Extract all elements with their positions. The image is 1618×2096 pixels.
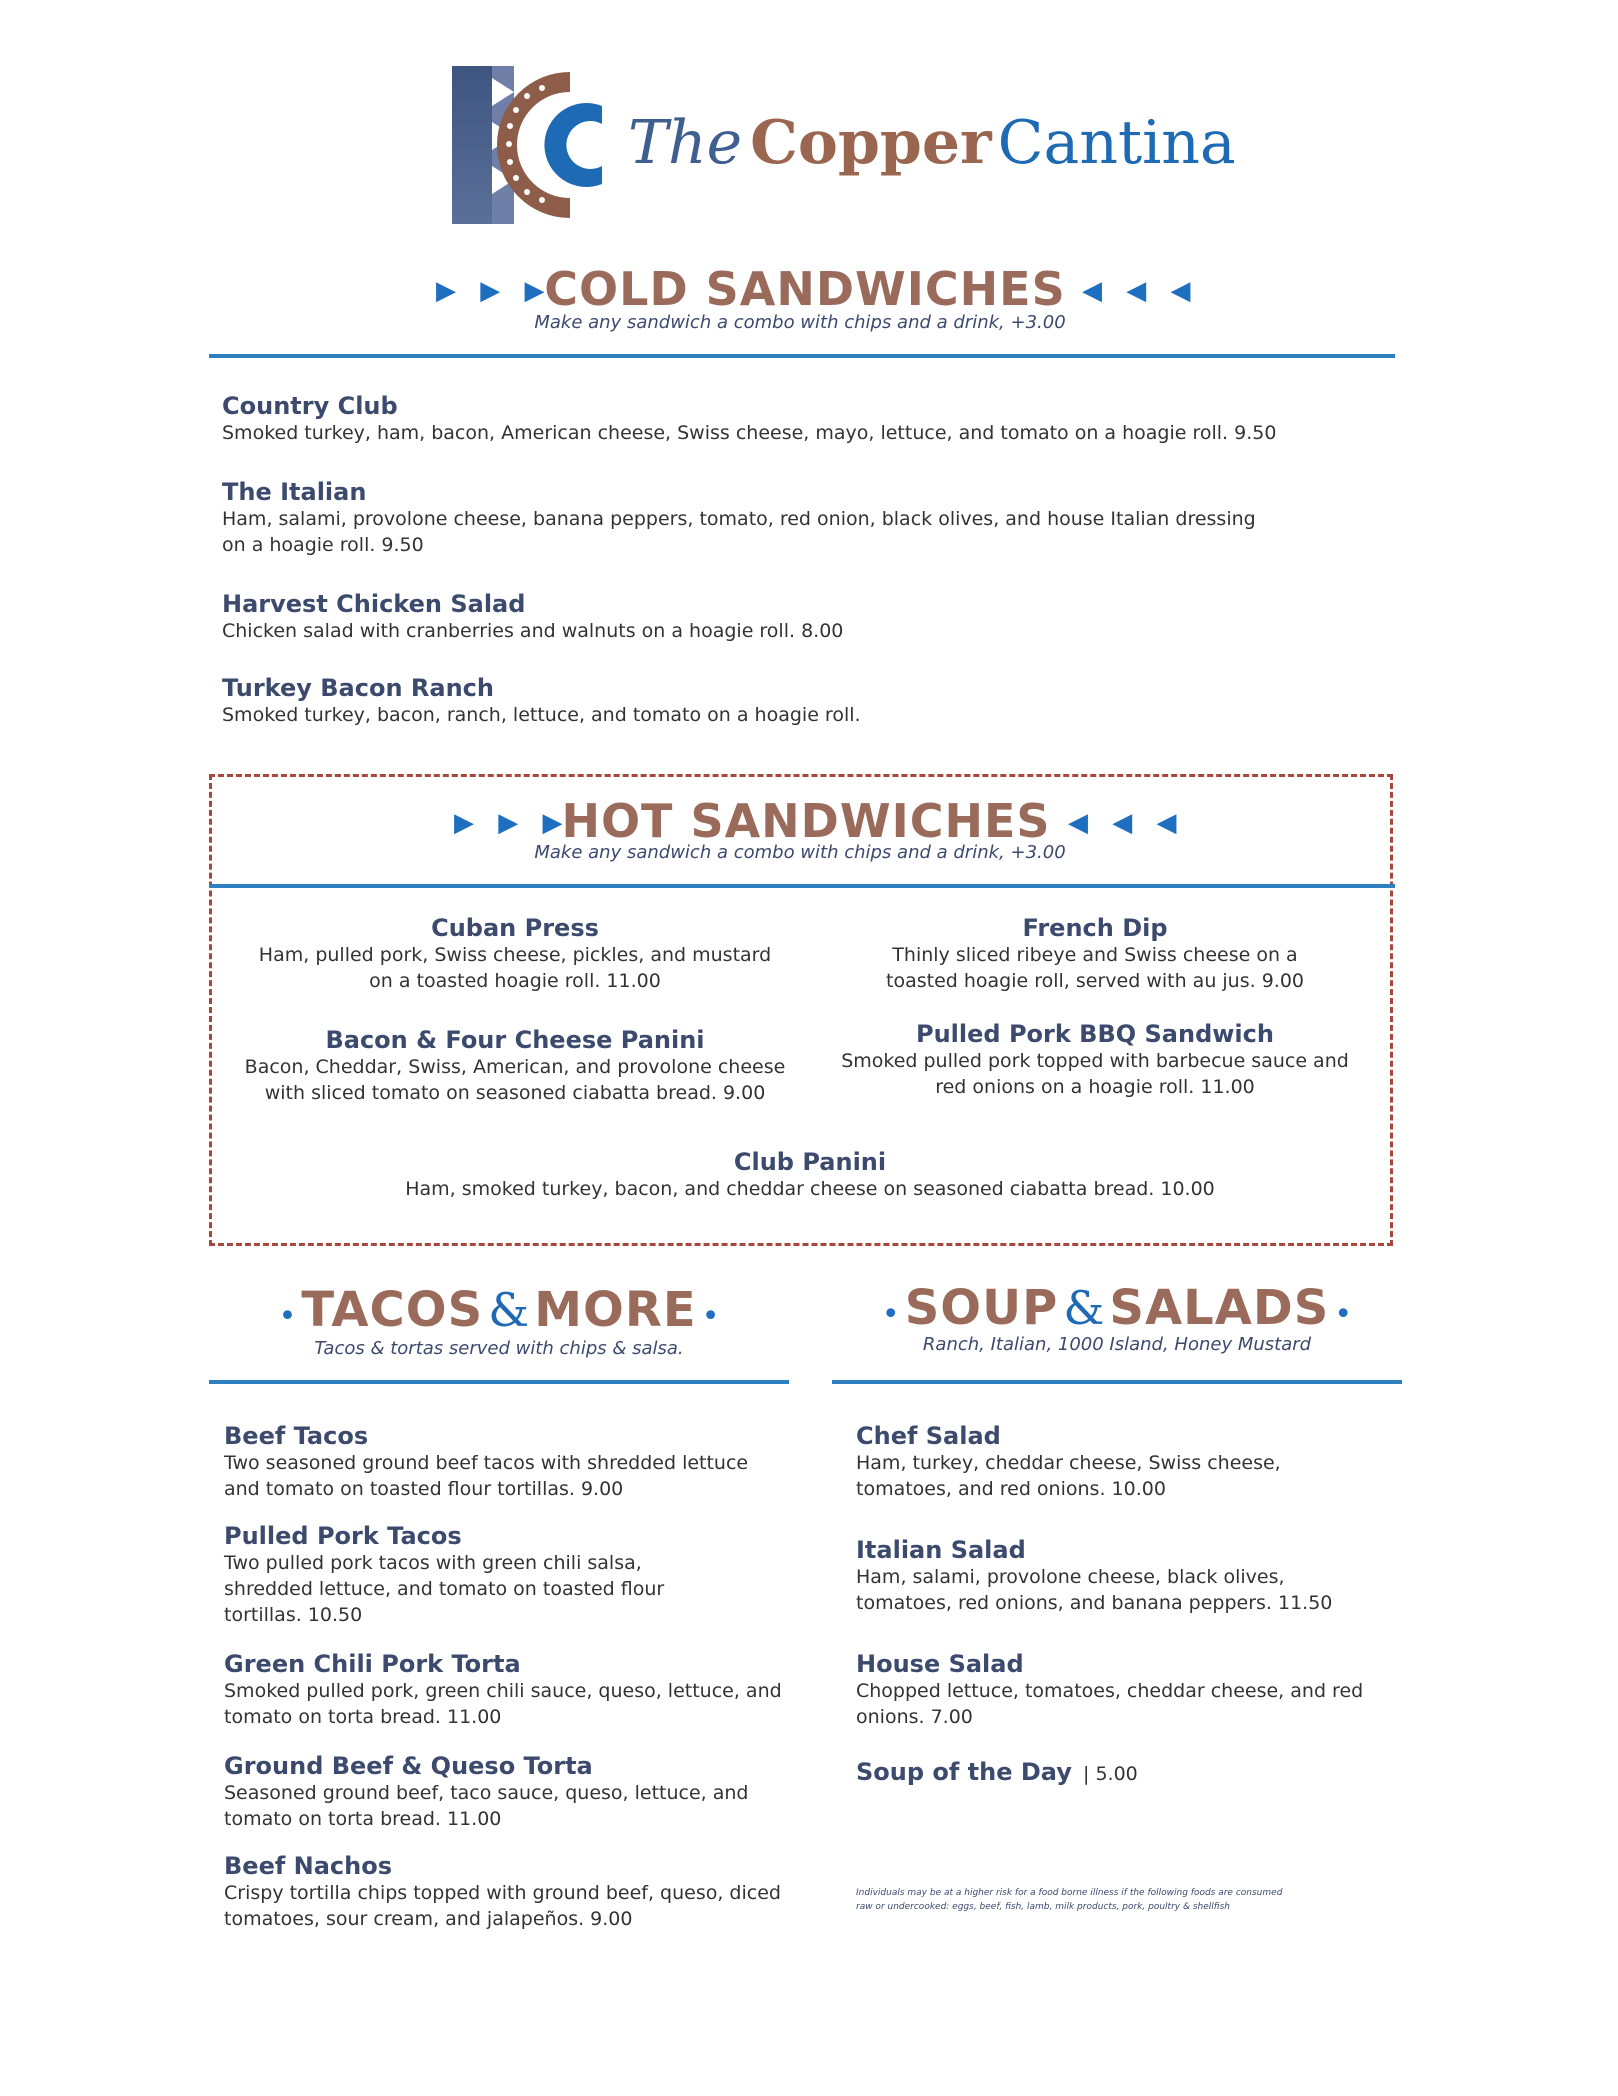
soup-section-subtitle: Ranch, Italian, 1000 Island, Honey Mustard — [922, 1334, 1312, 1355]
food-safety-disclaimer — [856, 1886, 1356, 1914]
soup-title-word: SOUP — [904, 1280, 1059, 1336]
item-description: Thinly sliced ribeye and Swiss cheese on a toasted hoagie roll, served with au jus. 9.00 — [886, 944, 1304, 992]
list-item — [820, 914, 1370, 994]
logo-wordmark — [628, 108, 1236, 178]
list-item — [856, 1650, 1396, 1758]
bullet-icon: • — [881, 1297, 900, 1332]
soup-section-title — [832, 1280, 1402, 1336]
item-description: Smoked turkey, bacon, ranch, lettuce, and tomato on a hoagie roll. — [222, 704, 861, 726]
item-name: Ground Beef & Queso Torta — [224, 1752, 593, 1780]
item-name: Soup of the Day — [856, 1758, 1072, 1786]
triangles-right-icon: ▶ ▶ ▶ — [454, 808, 571, 838]
tacos-title-amp: & — [488, 1283, 530, 1337]
item-description: Two pulled pork tacos with green chili salsa, shredded lettuce, and tomato on toasted flour tortillas. 10.50 — [224, 1552, 665, 1626]
logo-word-copper: Copper — [750, 108, 992, 178]
list-item — [240, 1026, 790, 1106]
item-name: Beef Nachos — [224, 1852, 393, 1880]
item-name: The Italian — [222, 478, 367, 506]
logo-word-the: The — [628, 108, 743, 178]
item-name: Country Club — [222, 392, 398, 420]
disclaimer-line: raw or undercooked: eggs, beef, fish, lamb, milk products, pork, poultry & shellfish — [856, 1902, 1230, 1912]
tacos-title-word: MORE — [534, 1282, 697, 1338]
item-name: Chef Salad — [856, 1422, 1001, 1450]
hot-section-title: HOT SANDWICHES — [561, 794, 1051, 848]
list-item — [222, 590, 1322, 674]
list-item — [856, 1422, 1396, 1536]
cold-item-list — [222, 392, 1322, 728]
item-description: Crispy tortilla chips topped with ground beef, queso, diced tomatoes, sour cream, and jalapeños. 9.00 — [224, 1882, 781, 1930]
soup-item-list — [856, 1422, 1396, 1787]
cold-divider — [209, 354, 1395, 358]
tacos-divider — [209, 1380, 789, 1384]
bullet-icon: • — [278, 1299, 297, 1334]
item-description: Bacon, Cheddar, Swiss, American, and provolone cheese with sliced tomato on seasoned ciabatta bread. 9.00 — [244, 1056, 786, 1104]
list-item — [224, 1650, 794, 1752]
list-item — [224, 1852, 794, 1932]
list-item — [222, 478, 1322, 590]
bullet-icon: • — [1334, 1297, 1353, 1332]
item-description: Smoked pulled pork topped with barbecue sauce and red onions on a hoagie roll. 11.00 — [841, 1050, 1349, 1098]
item-name: Pulled Pork Tacos — [224, 1522, 462, 1550]
item-name: Green Chili Pork Torta — [224, 1650, 521, 1678]
item-description: Ham, salami, provolone cheese, banana peppers, tomato, red onion, black olives, and house Italian dressing on a hoagie roll. 9.50 — [222, 508, 1256, 556]
list-item — [224, 1522, 794, 1650]
tacos-section-subtitle: Tacos & tortas served with chips & salsa. — [314, 1338, 684, 1359]
item-description: Chicken salad with cranberries and walnuts on a hoagie roll. 8.00 — [222, 620, 844, 642]
list-item — [240, 914, 790, 994]
tacos-item-list — [224, 1422, 794, 1932]
item-description: Chopped lettuce, tomatoes, cheddar cheese, and red onions. 7.00 — [856, 1680, 1364, 1728]
item-name: Bacon & Four Cheese Panini — [325, 1026, 705, 1054]
list-item — [222, 392, 1322, 478]
item-name: Turkey Bacon Ranch — [222, 674, 494, 702]
logo-word-cantina: Cantina — [997, 108, 1236, 178]
hot-divider — [209, 884, 1395, 888]
soup-title-word: SALADS — [1109, 1280, 1330, 1336]
item-name: House Salad — [856, 1650, 1024, 1678]
list-item — [222, 674, 1322, 728]
item-name: Harvest Chicken Salad — [222, 590, 526, 618]
cold-section-subtitle: Make any sandwich a combo with chips and a drink, +3.00 — [534, 312, 1066, 333]
item-description: Ham, smoked turkey, bacon, and cheddar cheese on seasoned ciabatta bread. 10.00 — [405, 1178, 1215, 1200]
item-description: Smoked turkey, ham, bacon, American cheese, Swiss cheese, mayo, lettuce, and tomato on a hoagie roll. 9.50 — [222, 422, 1277, 444]
logo-mark-icon — [452, 66, 612, 224]
cold-section-title: COLD SANDWICHES — [544, 262, 1066, 316]
list-item — [856, 1758, 1396, 1787]
item-name: Pulled Pork BBQ Sandwich — [916, 1020, 1274, 1048]
tacos-section-title — [209, 1282, 789, 1338]
triangles-left-icon: ◀ ◀ ◀ — [1082, 276, 1199, 306]
item-description: Ham, turkey, cheddar cheese, Swiss cheese, tomatoes, and red onions. 10.00 — [856, 1452, 1281, 1500]
item-description: Seasoned ground beef, taco sauce, queso, lettuce, and tomato on torta bread. 11.00 — [224, 1782, 749, 1830]
item-description: Smoked pulled pork, green chili sauce, queso, lettuce, and tomato on torta bread. 11.00 — [224, 1680, 782, 1728]
hot-section-subtitle: Make any sandwich a combo with chips and a drink, +3.00 — [534, 842, 1066, 863]
triangles-left-icon: ◀ ◀ ◀ — [1068, 808, 1185, 838]
item-description: Ham, salami, provolone cheese, black olives, tomatoes, red onions, and banana peppers. 11.50 — [856, 1566, 1333, 1614]
item-name: Beef Tacos — [224, 1422, 369, 1450]
item-description: Two seasoned ground beef tacos with shredded lettuce and tomato on toasted flour tortillas. 9.00 — [224, 1452, 749, 1500]
soup-divider — [832, 1380, 1402, 1384]
list-item — [224, 1752, 794, 1852]
tacos-title-word: TACOS — [301, 1282, 484, 1338]
triangles-right-icon: ▶ ▶ ▶ — [436, 276, 553, 306]
list-item — [224, 1422, 794, 1522]
list-item — [856, 1536, 1396, 1650]
item-name: Italian Salad — [856, 1536, 1026, 1564]
item-price: | 5.00 — [1083, 1763, 1138, 1785]
item-name: Club Panini — [733, 1148, 887, 1176]
item-name: French Dip — [1022, 914, 1168, 942]
disclaimer-line: Individuals may be at a higher risk for a food borne illness if the following foods are consumed — [856, 1888, 1283, 1898]
soup-title-amp: & — [1063, 1281, 1105, 1335]
list-item — [340, 1148, 1280, 1202]
list-item — [820, 1020, 1370, 1100]
bullet-icon: • — [701, 1299, 720, 1334]
item-description: Ham, pulled pork, Swiss cheese, pickles, and mustard on a toasted hoagie roll. 11.00 — [258, 944, 772, 992]
item-name: Cuban Press — [431, 914, 599, 942]
